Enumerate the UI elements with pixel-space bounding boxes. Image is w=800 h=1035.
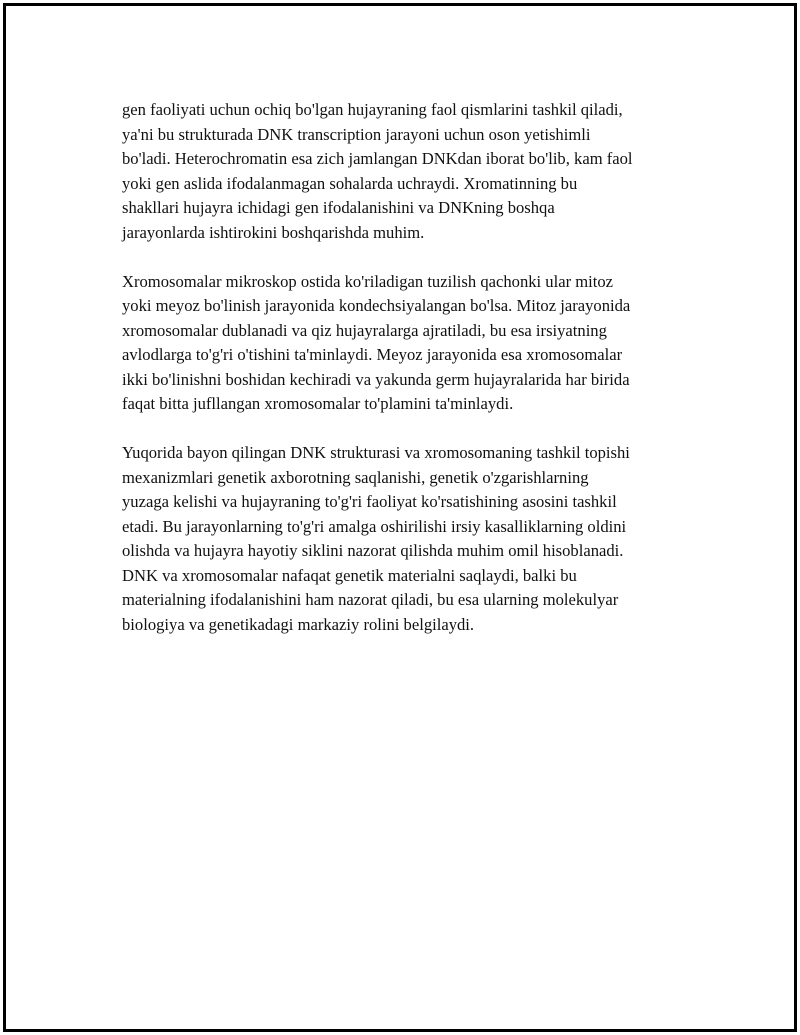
text-line: xromosomalar dublanadi va qiz hujayralarga ajratiladi, bu esa irsiyatning (122, 320, 607, 340)
text-line: gen faoliyati uchun ochiq bo'lgan hujayraning faol qismlarini tashkil qiladi, (122, 100, 623, 119)
text-line: olishda va hujayra hayotiy siklini nazorat qilishda muhim omil hisoblanadi. (122, 541, 624, 560)
paragraph-1 (122, 98, 702, 245)
text-line: biologiya va genetikadagi markaziy rolini belgilaydi. (122, 614, 475, 634)
text-line: yoki meyoz bo'linish jarayonida kondechsiyalangan bo'lsa. Mitoz jarayonida (122, 296, 631, 315)
text-line: bo'ladi. Heterochromatin esa zich jamlangan DNKdan iborat bo'lib, kam faol (122, 149, 633, 168)
document-body (122, 98, 702, 662)
text-line: yoki gen aslida ifodalanmagan sohalarda uchraydi. Xromatinning bu (122, 173, 578, 193)
text-line: mexanizmlari genetik axborotning saqlanishi, genetik o'zgarishlarning (122, 467, 589, 487)
paragraph-3 (122, 441, 702, 637)
text-line: shakllari hujayra ichidagi gen ifodalanishini va DNKning boshqa (122, 198, 555, 217)
text-line: Yuqorida bayon qilingan DNK strukturasi va xromosomaning tashkil topishi (122, 443, 630, 462)
text-line: DNK va xromosomalar nafaqat genetik materialni saqlaydi, balki bu (122, 565, 577, 585)
text-line: Xromosomalar mikroskop ostida ko'riladigan tuzilish qachonki ular mitoz (122, 271, 614, 291)
text-line: ikki bo'linishni boshidan kechiradi va yakunda germ hujayralarida har birida (122, 369, 630, 389)
text-line: jarayonlarda ishtirokini boshqarishda muhim. (122, 222, 425, 242)
text-line: materialning ifodalanishini ham nazorat qiladi, bu esa ularning molekulyar (122, 590, 619, 609)
text-line: etadi. Bu jarayonlarning to'g'ri amalga oshirilishi irsiy kasalliklarning oldini (122, 516, 627, 536)
text-line: yuzaga kelishi va hujayraning to'g'ri faoliyat ko'rsatishining asosini tashkil (122, 492, 617, 511)
text-line: avlodlarga to'g'ri o'tishini ta'minlaydi. Meyoz jarayonida esa xromosomalar (122, 345, 623, 364)
paragraph-2 (122, 270, 702, 417)
text-line: ya'ni bu strukturada DNK transcription jarayoni uchun oson yetishimli (122, 124, 591, 144)
text-line: faqat bitta jufllangan xromosomalar to'plamini ta'minlaydi. (122, 394, 514, 413)
page-frame (3, 3, 797, 1032)
